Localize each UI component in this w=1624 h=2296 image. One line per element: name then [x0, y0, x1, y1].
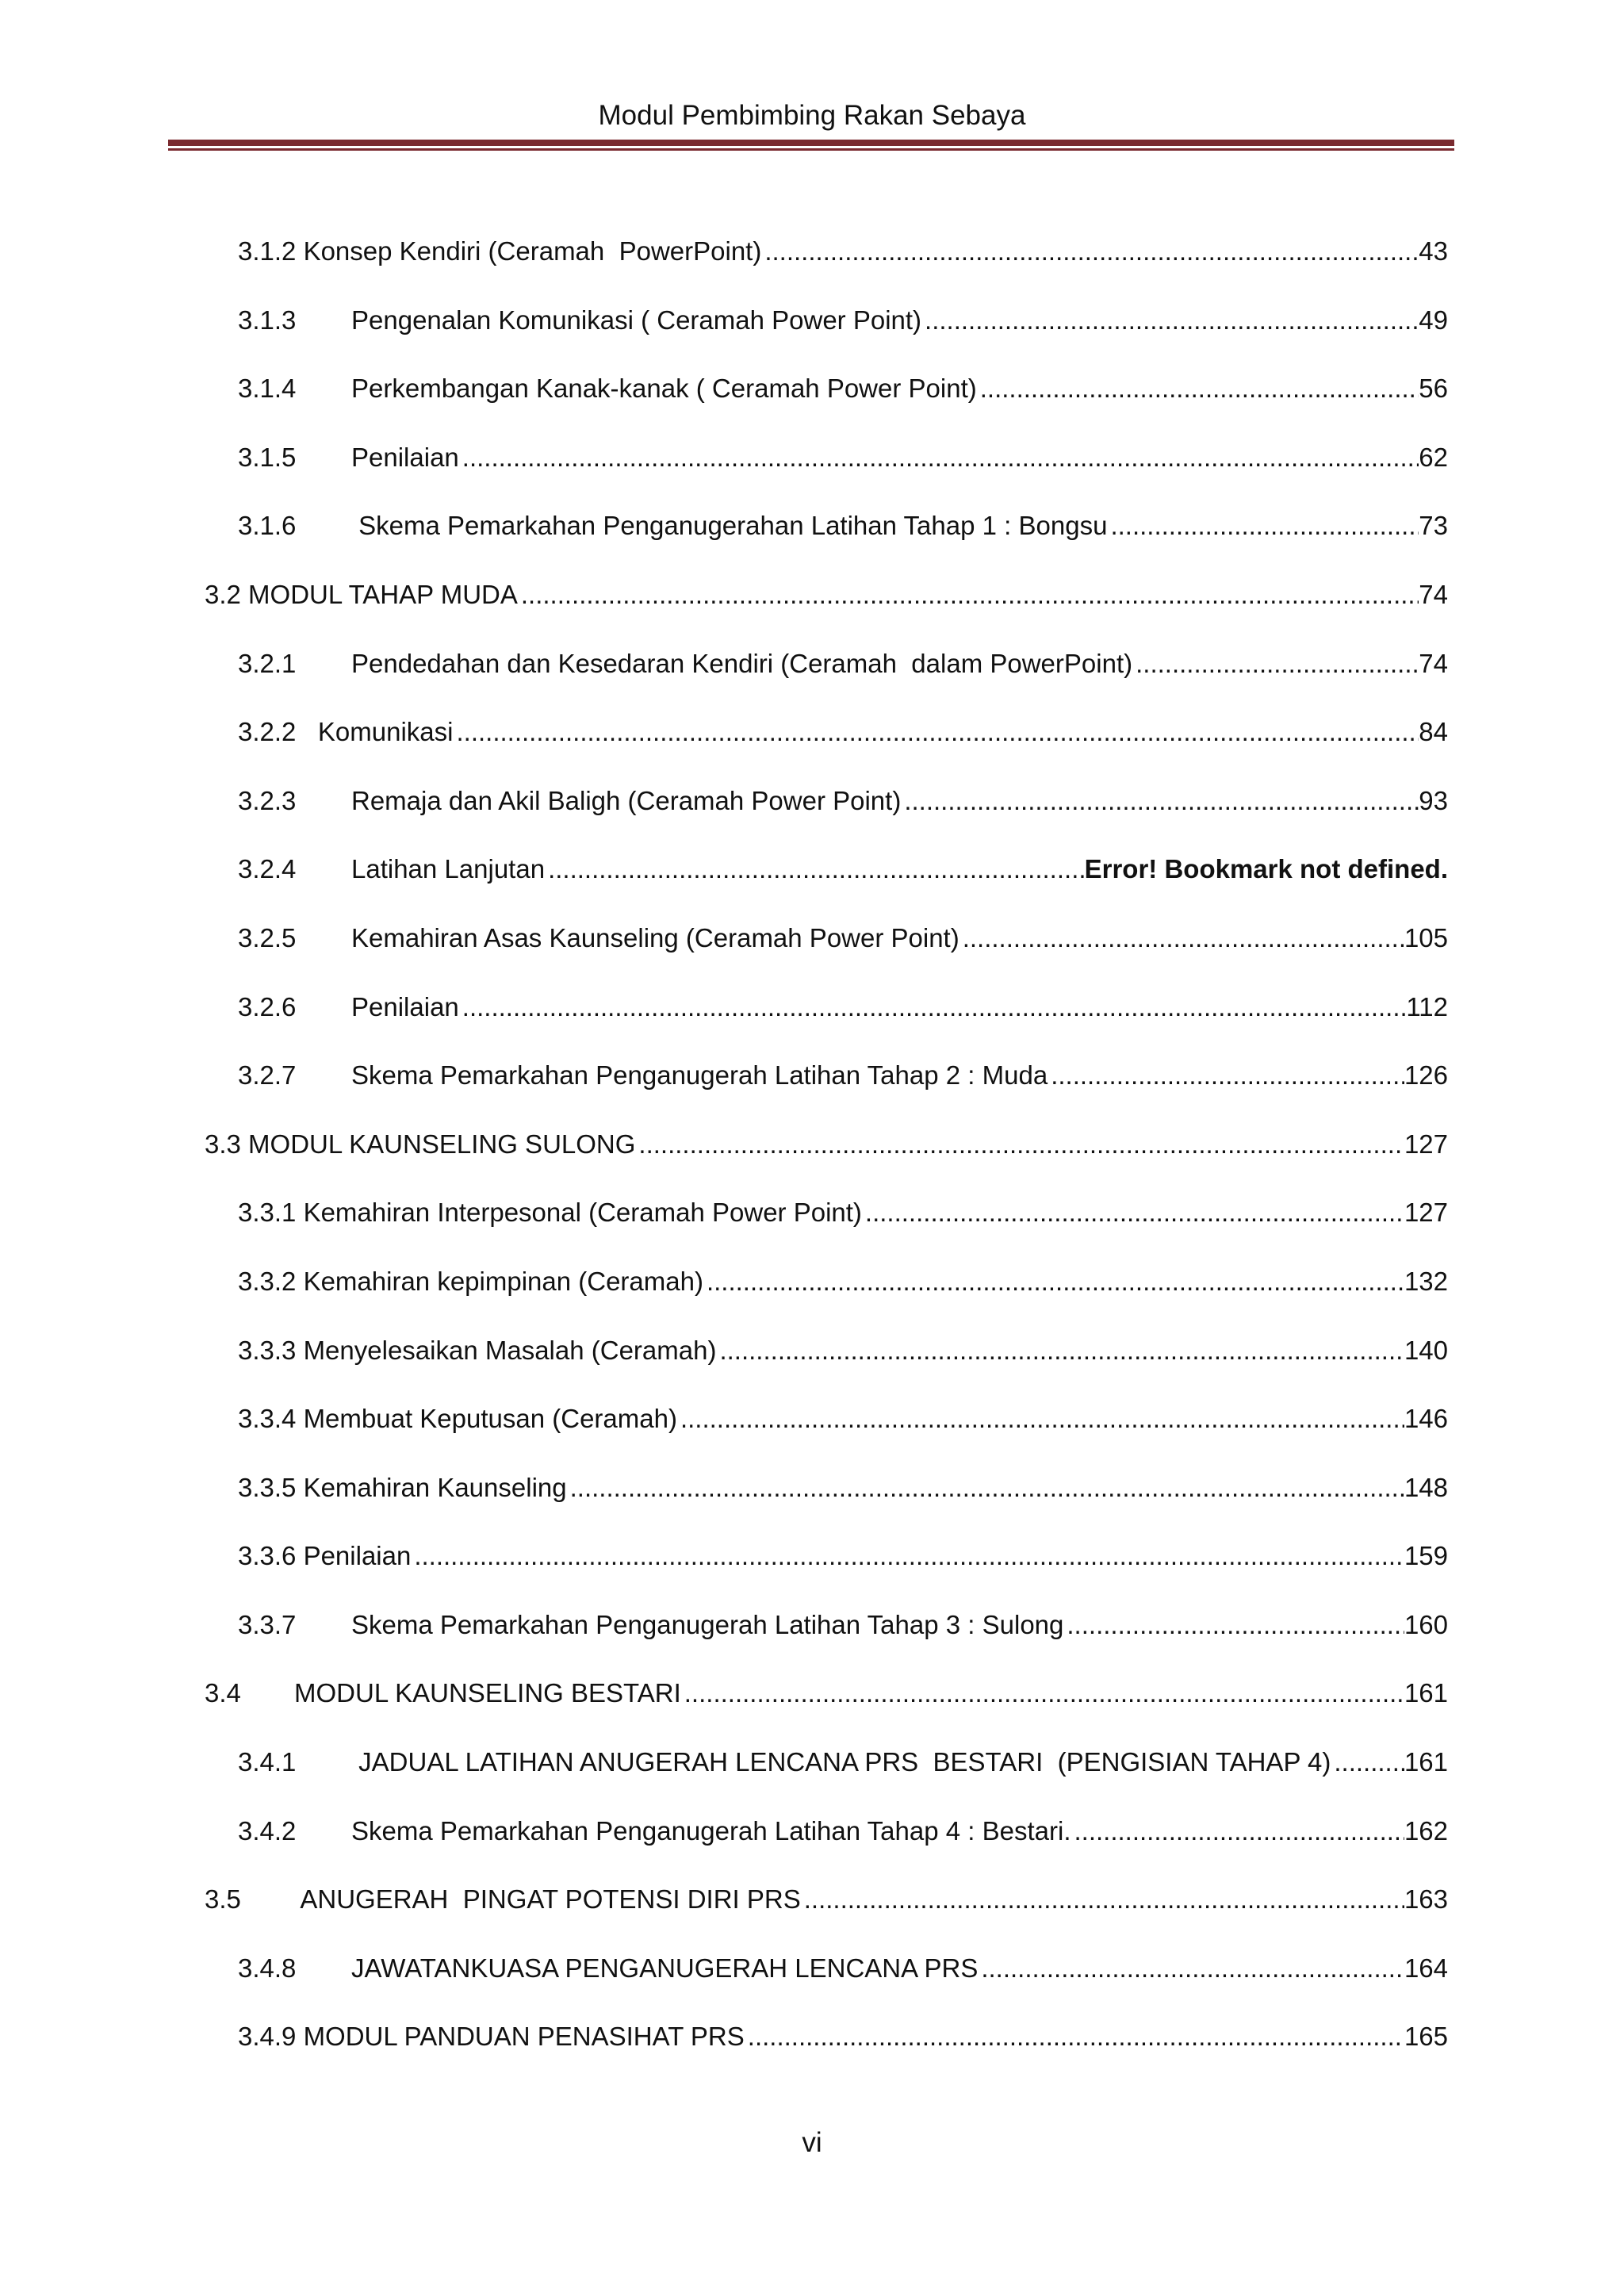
toc-entry-number: 3.1.3: [238, 305, 297, 335]
toc-entry[interactable]: [205, 712, 1448, 781]
toc-entry-title: 3.3.5 Kemahiran Kaunseling: [238, 1472, 567, 1502]
toc-entry[interactable]: [205, 849, 1448, 918]
toc-dot-leader: [570, 1468, 1404, 1508]
toc-entry-number: 3.3.7: [238, 1609, 297, 1639]
toc-entry-page-number: 127: [1404, 1198, 1448, 1228]
toc-dot-leader: [981, 1949, 1404, 1988]
toc-dot-leader: [680, 1399, 1404, 1439]
toc-entry-page-number: 62: [1419, 442, 1448, 472]
toc-entry-title: Skema Pemarkahan Penganugerahan Latihan Tahap 1 : Bongsu: [351, 511, 1108, 541]
toc-entry-number: 3.4: [205, 1678, 241, 1708]
toc-entry-page-number: 132: [1404, 1266, 1448, 1296]
toc-dot-leader: [904, 781, 1419, 821]
toc-entry-title: Skema Pemarkahan Penganugerah Latihan Tahap 3 : Sulong: [351, 1609, 1064, 1639]
toc-entry[interactable]: [205, 1673, 1448, 1742]
running-header-title: Modul Pembimbing Rakan Sebaya: [598, 100, 1026, 131]
toc-entry-number: 3.4.8: [238, 1953, 297, 1983]
toc-entry-error-text: Error! Bookmark not defined.: [1084, 854, 1448, 884]
toc-entry-title: Penilaian: [351, 442, 459, 472]
toc-entry-title: JADUAL LATIHAN ANUGERAH LENCANA PRS BESTARI (PENGISIAN TAHAP 4): [351, 1747, 1331, 1777]
toc-entry-page-number: 163: [1404, 1884, 1448, 1915]
toc-entry-title: 3.3 MODUL KAUNSELING SULONG: [205, 1129, 636, 1159]
toc-entry[interactable]: [205, 644, 1448, 713]
toc-entry-page-number: 74: [1419, 648, 1448, 678]
toc-entry[interactable]: [205, 1742, 1448, 1811]
toc-entry-title: 3.3.3 Menyelesaikan Masalah (Ceramah): [238, 1335, 717, 1365]
toc-entry[interactable]: [205, 781, 1448, 850]
toc-entry[interactable]: [205, 438, 1448, 507]
toc-dot-leader: [462, 987, 1407, 1027]
toc-entry-number: 3.4.1: [238, 1747, 297, 1777]
header-rule-thin: [168, 148, 1454, 151]
toc-entry-page-number: 126: [1404, 1060, 1448, 1091]
table-of-contents: [205, 232, 1448, 2086]
toc-dot-leader: [1067, 1605, 1404, 1645]
toc-entry[interactable]: [205, 1399, 1448, 1468]
toc-dot-leader: [804, 1880, 1404, 1919]
toc-entry-title: ANUGERAH PINGAT POTENSI DIRI PRS: [294, 1884, 801, 1915]
toc-entry[interactable]: [205, 1056, 1448, 1125]
toc-entry[interactable]: [205, 1880, 1448, 1949]
toc-entry[interactable]: [205, 369, 1448, 438]
toc-dot-leader: [980, 369, 1419, 408]
toc-dot-leader: [748, 2017, 1404, 2056]
toc-entry-title: 3.4.9 MODUL PANDUAN PENASIHAT PRS: [238, 2022, 745, 2052]
toc-entry-page-number: 112: [1406, 991, 1448, 1022]
toc-entry-title: 3.3.2 Kemahiran kepimpinan (Ceramah): [238, 1266, 703, 1296]
toc-dot-leader: [963, 918, 1404, 958]
toc-dot-leader: [521, 575, 1419, 615]
toc-entry-number: 3.1.5: [238, 442, 297, 472]
toc-entry-title: MODUL KAUNSELING BESTARI: [294, 1678, 681, 1708]
toc-entry-title: 3.3.4 Membuat Keputusan (Ceramah): [238, 1404, 677, 1434]
toc-entry-page-number: 84: [1419, 717, 1448, 747]
toc-entry[interactable]: [205, 1536, 1448, 1605]
toc-dot-leader: [707, 1262, 1404, 1301]
toc-entry[interactable]: [205, 2017, 1448, 2086]
toc-entry-page-number: 159: [1404, 1541, 1448, 1571]
toc-dot-leader: [764, 232, 1419, 271]
toc-entry-page-number: 49: [1419, 305, 1448, 335]
toc-entry-title: 3.2 MODUL TAHAP MUDA: [205, 579, 518, 609]
toc-entry-page-number: 56: [1419, 374, 1448, 404]
toc-entry-title: 3.2.2 Komunikasi: [238, 717, 454, 747]
toc-entry-page-number: 127: [1404, 1129, 1448, 1159]
toc-dot-leader: [719, 1331, 1404, 1370]
toc-entry[interactable]: [205, 1605, 1448, 1674]
toc-entry-page-number: 161: [1404, 1678, 1448, 1708]
toc-entry-number: 3.4.2: [238, 1815, 297, 1846]
header-rule-thick: [168, 140, 1454, 146]
toc-entry[interactable]: [205, 575, 1448, 644]
toc-entry-title: Skema Pemarkahan Penganugerah Latihan Tahap 2 : Muda: [351, 1060, 1048, 1091]
toc-dot-leader: [638, 1125, 1404, 1164]
toc-entry-title: 3.3.6 Penilaian: [238, 1541, 412, 1571]
toc-entry-title: 3.3.1 Kemahiran Interpesonal (Ceramah Power Point): [238, 1198, 862, 1228]
toc-entry-number: 3.2.1: [238, 648, 297, 678]
toc-entry-page-number: 164: [1404, 1953, 1448, 1983]
toc-entry-page-number: 146: [1404, 1404, 1448, 1434]
toc-entry[interactable]: [205, 1811, 1448, 1880]
toc-entry-page-number: 105: [1404, 922, 1448, 953]
toc-entry-title: Perkembangan Kanak-kanak ( Ceramah Power Point): [351, 374, 977, 404]
toc-dot-leader: [456, 712, 1419, 752]
toc-entry-title: Penilaian: [351, 991, 459, 1022]
toc-entry-number: 3.2.6: [238, 991, 297, 1022]
toc-entry-number: 3.2.7: [238, 1060, 297, 1091]
toc-entry-page-number: 160: [1404, 1609, 1448, 1639]
toc-entry-number: 3.1.4: [238, 374, 297, 404]
toc-entry-title: 3.1.2 Konsep Kendiri (Ceramah PowerPoint): [238, 236, 762, 266]
toc-dot-leader: [1051, 1056, 1404, 1095]
toc-dot-leader: [414, 1536, 1404, 1576]
toc-entry[interactable]: [205, 232, 1448, 301]
footer-page-number: vi: [802, 2127, 822, 2158]
toc-entry[interactable]: [205, 1468, 1448, 1537]
toc-dot-leader: [462, 438, 1419, 477]
toc-entry[interactable]: [205, 918, 1448, 987]
toc-entry-page-number: 93: [1419, 785, 1448, 815]
toc-dot-leader: [1074, 1811, 1404, 1851]
toc-dot-leader: [925, 301, 1419, 340]
toc-entry[interactable]: [205, 987, 1448, 1056]
toc-entry[interactable]: [205, 301, 1448, 370]
toc-entry-page-number: 43: [1419, 236, 1448, 266]
toc-entry-number: 3.2.4: [238, 854, 297, 884]
toc-entry-page-number: 165: [1404, 2022, 1448, 2052]
toc-entry[interactable]: [205, 1949, 1448, 2018]
toc-entry-number: 3.2.5: [238, 922, 297, 953]
toc-entry-page-number: 148: [1404, 1472, 1448, 1502]
toc-entry-number: 3.1.6: [238, 511, 297, 541]
toc-entry[interactable]: [205, 1331, 1448, 1400]
toc-entry-page-number: 162: [1404, 1815, 1448, 1846]
toc-entry-page-number: 73: [1419, 511, 1448, 541]
toc-entry-title: Pendedahan dan Kesedaran Kendiri (Ceramah dalam PowerPoint): [351, 648, 1133, 678]
toc-entry-page-number: 161: [1404, 1747, 1448, 1777]
toc-entry-number: 3.5: [205, 1884, 241, 1915]
toc-dot-leader: [684, 1673, 1404, 1713]
toc-entry-page-number: 140: [1404, 1335, 1448, 1365]
toc-dot-leader: [1334, 1742, 1404, 1782]
toc-dot-leader: [1110, 506, 1419, 546]
toc-entry[interactable]: [205, 506, 1448, 575]
toc-entry[interactable]: [205, 1125, 1448, 1194]
toc-entry-number: 3.2.3: [238, 785, 297, 815]
toc-entry[interactable]: [205, 1193, 1448, 1262]
toc-entry-title: Pengenalan Komunikasi ( Ceramah Power Point): [351, 305, 922, 335]
toc-dot-leader: [1136, 644, 1419, 684]
toc-dot-leader: [865, 1193, 1404, 1232]
toc-dot-leader: [548, 849, 1085, 889]
toc-entry-title: Kemahiran Asas Kaunseling (Ceramah Power Point): [351, 922, 959, 953]
toc-entry-title: Latihan Lanjutan: [351, 854, 546, 884]
toc-entry-page-number: 74: [1419, 579, 1448, 609]
toc-entry-title: JAWATANKUASA PENGANUGERAH LENCANA PRS: [351, 1953, 979, 1983]
toc-entry-title: Skema Pemarkahan Penganugerah Latihan Tahap 4 : Bestari.: [351, 1815, 1071, 1846]
toc-entry[interactable]: [205, 1262, 1448, 1331]
toc-entry-title: Remaja dan Akil Baligh (Ceramah Power Point): [351, 785, 902, 815]
